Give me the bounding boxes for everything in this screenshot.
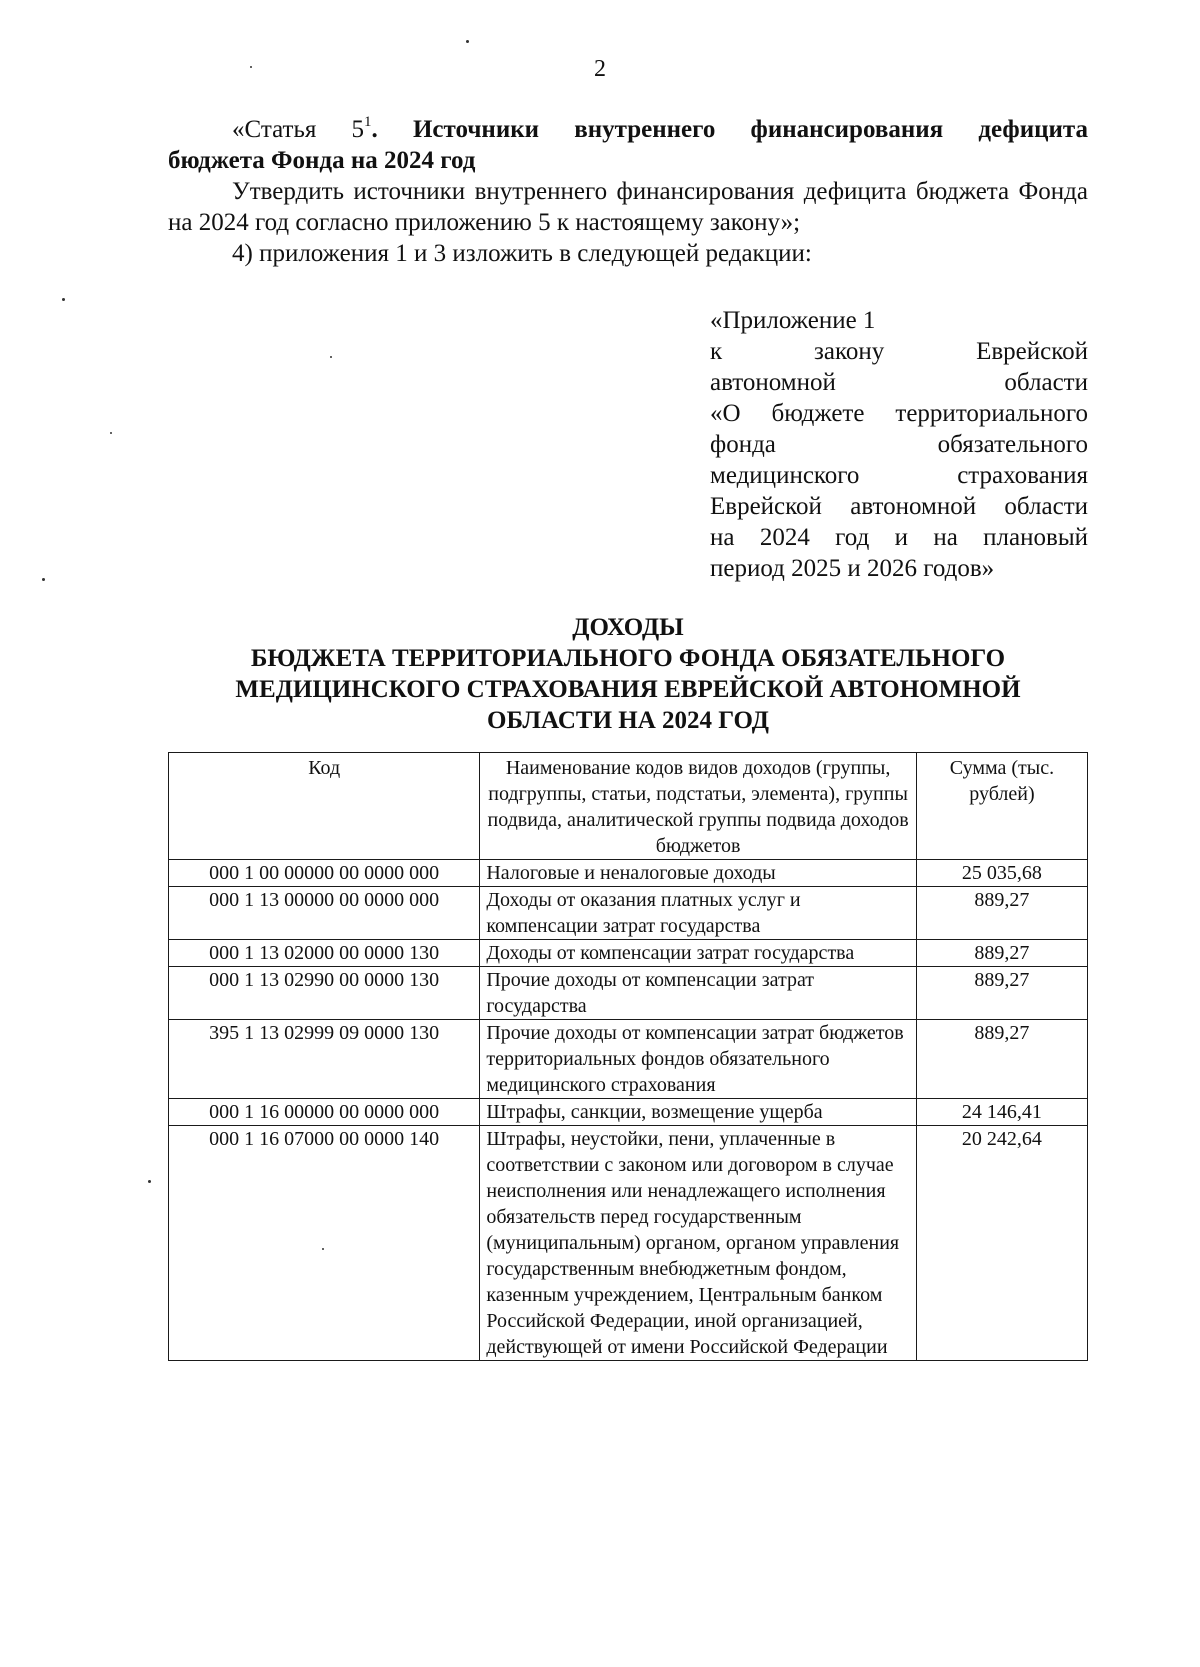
row-sum: 889,27 [916, 1020, 1087, 1099]
scan-speck [42, 578, 45, 581]
row-sum: 889,27 [916, 940, 1087, 967]
row-name: Штрафы, санкции, возмещение ущерба [480, 1099, 917, 1126]
title-line-4: ОБЛАСТИ НА 2024 ГОД [487, 707, 769, 734]
appendix-line-9: период 2025 и 2026 годов» [710, 555, 995, 582]
article-body: Утвердить источники внутреннего финансирования дефицита бюджета Фонда на 2024 год согласно приложению 5 к настоящему закону»; [168, 178, 1088, 236]
row-name: Доходы от компенсации затрат государства [480, 940, 917, 967]
article-title-line1: Источники внутреннего финансирования дефицита [412, 116, 1088, 143]
appendix-block [710, 305, 1088, 584]
scan-speck [330, 356, 332, 358]
scan-speck [322, 1248, 324, 1250]
row-name: Прочие доходы от компенсации затрат государства [480, 967, 917, 1020]
appendix-line-4: «О бюджете территориального [710, 400, 1088, 427]
appendix-line-1: «Приложение 1 [710, 307, 876, 334]
item-4-text: 4) приложения 1 и 3 изложить в следующей редакции: [232, 240, 812, 267]
article-title-line2: бюджета Фонда на 2024 год [168, 147, 476, 174]
appendix-line-6: медицинского страхования [710, 462, 1088, 489]
table-header-row [169, 753, 1088, 860]
appendix-line-2: к закону Еврейской [710, 338, 1088, 365]
appendix-line-7: Еврейской автономной области [710, 493, 1088, 520]
income-table [168, 752, 1088, 1361]
table-row [169, 1126, 1088, 1361]
article-open-quote: «Статья 5 [232, 116, 365, 143]
article-heading-line1 [168, 114, 1088, 145]
row-sum: 889,27 [916, 967, 1087, 1020]
row-code: 000 1 16 07000 00 0000 140 [169, 1126, 480, 1361]
row-code: 000 1 13 00000 00 0000 000 [169, 887, 480, 940]
header-sum: Сумма (тыс. рублей) [916, 753, 1087, 860]
row-code: 000 1 13 02990 00 0000 130 [169, 967, 480, 1020]
title-line-3: МЕДИЦИНСКОГО СТРАХОВАНИЯ ЕВРЕЙСКОЙ АВТОНОМНОЙ [235, 676, 1021, 703]
appendix-line-5: фонда обязательного [710, 431, 1088, 458]
row-name: Налоговые и неналоговые доходы [480, 860, 917, 887]
header-name: Наименование кодов видов доходов (группы, подгруппы, статьи, подстатьи, элемента), группы подвида, аналитической группы подвида доходов бюджетов [480, 753, 917, 860]
row-code: 000 1 16 00000 00 0000 000 [169, 1099, 480, 1126]
row-name: Штрафы, неустойки, пени, уплаченные в соответствии с законом или договором в случае неисполнения или ненадлежащего исполнения обязательств перед государственным (муниципальным) органом, органом управления государственным внебюджетным фондом, казенным учреждением, Центральным банком Российской Федерации, иной организацией, действующей от имени Российской Федерации [480, 1126, 917, 1361]
row-sum: 20 242,64 [916, 1126, 1087, 1361]
row-name: Доходы от оказания платных услуг и компенсации затрат государства [480, 887, 917, 940]
scan-speck [148, 1180, 151, 1183]
row-sum: 24 146,41 [916, 1099, 1087, 1126]
table-row [169, 1020, 1088, 1099]
appendix-line-3: автономной области [710, 369, 1088, 396]
row-code: 000 1 13 02000 00 0000 130 [169, 940, 480, 967]
table-row [169, 940, 1088, 967]
row-name: Прочие доходы от компенсации затрат бюджетов территориальных фондов обязательного медицинского страхования [480, 1020, 917, 1099]
scan-speck [62, 298, 65, 301]
row-code: 000 1 00 00000 00 0000 000 [169, 860, 480, 887]
article-dot: . [371, 116, 378, 143]
scan-speck [250, 66, 252, 68]
row-code: 395 1 13 02999 09 0000 130 [169, 1020, 480, 1099]
header-code: Код [169, 753, 480, 860]
document-title [160, 612, 1096, 736]
table-row [169, 967, 1088, 1020]
appendix-line-8: на 2024 год и на плановый [710, 524, 1088, 551]
title-line-2: БЮДЖЕТА ТЕРРИТОРИАЛЬНОГО ФОНДА ОБЯЗАТЕЛЬНОГО [250, 645, 1006, 672]
article-superscript: 1 [364, 114, 372, 130]
scan-speck [466, 40, 469, 43]
row-sum: 889,27 [916, 887, 1087, 940]
scan-speck [110, 432, 112, 434]
row-sum: 25 035,68 [916, 860, 1087, 887]
table-row [169, 887, 1088, 940]
table-row [169, 1099, 1088, 1126]
table-row [169, 860, 1088, 887]
page-number: 2 [594, 56, 606, 82]
title-line-1: ДОХОДЫ [572, 614, 684, 641]
